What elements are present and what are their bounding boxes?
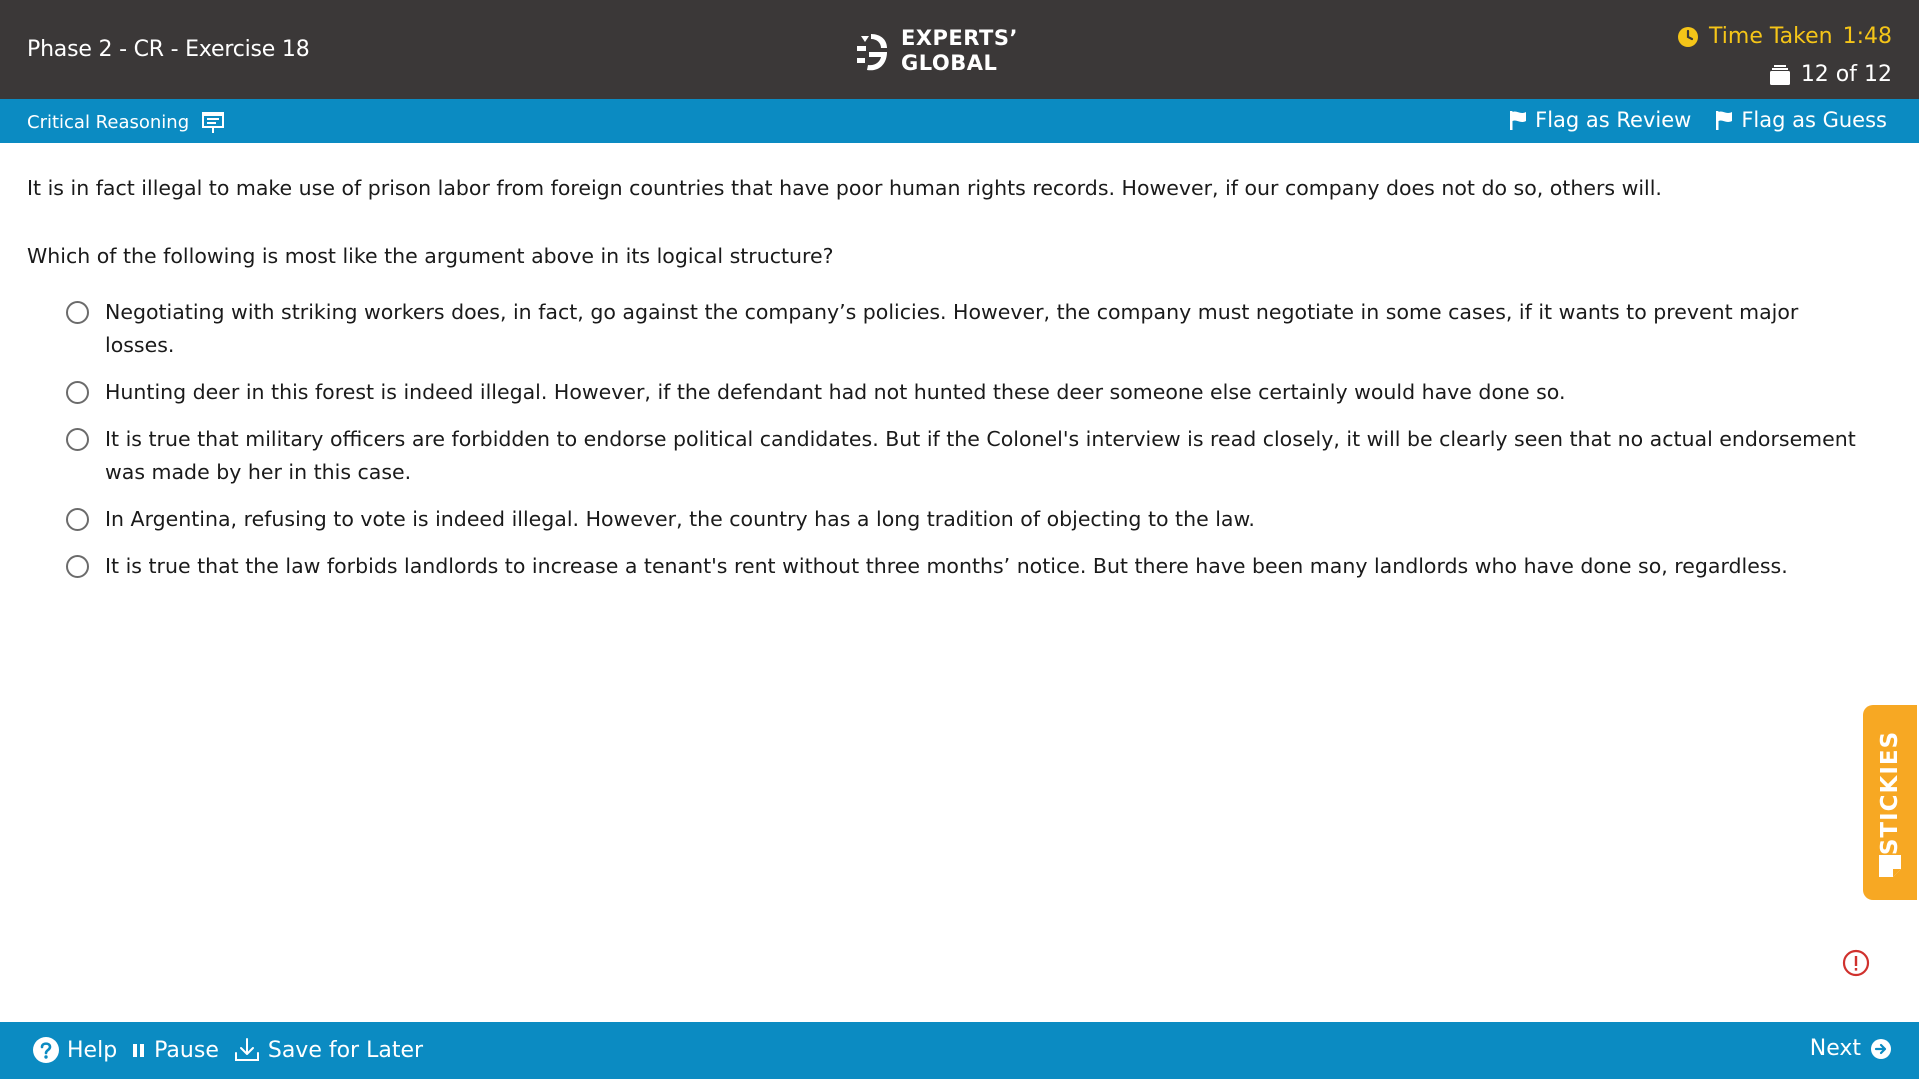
flag-icon <box>1715 110 1733 130</box>
time-taken <box>1677 24 1892 49</box>
question-stem: Which of the following is most like the argument above in its logical structure? <box>27 244 834 268</box>
stack-icon <box>1769 64 1791 86</box>
help-icon <box>32 1036 60 1064</box>
help-button[interactable] <box>32 1036 117 1064</box>
flag-as-guess-label: Flag as Guess <box>1741 108 1887 132</box>
exercise-title: Phase 2 - CR - Exercise 18 <box>27 37 310 62</box>
question-counter <box>1769 62 1892 87</box>
download-icon <box>233 1036 261 1064</box>
experts-global-logo <box>855 26 1018 76</box>
flag-as-review-label: Flag as Review <box>1535 108 1692 132</box>
clock-icon <box>1677 26 1699 48</box>
answer-option-d[interactable] <box>66 503 1866 536</box>
answer-option-text: It is true that the law forbids landlords to increase a tenant's rent without three months’ notice. But there have been many landlords who have done so, regardless. <box>105 554 1788 578</box>
sticky-note-icon <box>1876 852 1904 880</box>
answer-option-text: In Argentina, refusing to vote is indeed illegal. However, the country has a long tradition of objecting to the law. <box>105 507 1255 531</box>
answer-option-text: Negotiating with striking workers does, in fact, go against the company’s policies. However, the company must negotiate in some cases, if it wants to prevent major losses. <box>105 300 1799 357</box>
section-name-label: Critical Reasoning <box>27 111 190 133</box>
answer-option-c[interactable] <box>66 423 1866 489</box>
logo-line-1: EXPERTS’ <box>901 26 1018 50</box>
help-label: Help <box>67 1037 118 1063</box>
logo-mark-icon <box>855 28 891 74</box>
answer-option-text: Hunting deer in this forest is indeed illegal. However, if the defendant had not hunted these deer someone else certainly would have done so. <box>105 380 1566 404</box>
answer-option-text: It is true that military officers are forbidden to endorse political candidates. But if the Colonel's interview is read closely, it will be clearly seen that no actual endorsement was made by her in this case. <box>105 427 1856 484</box>
question-counter-text: 12 of 12 <box>1800 62 1892 87</box>
presentation-board-icon <box>201 110 225 134</box>
next-label: Next <box>1809 1036 1861 1061</box>
flag-icon <box>1509 110 1527 130</box>
answer-option-a[interactable] <box>66 296 1866 362</box>
bottom-toolbar <box>0 1022 1919 1079</box>
top-header <box>0 0 1919 99</box>
time-label: Time Taken <box>1709 24 1833 49</box>
logo-line-2: GLOBAL <box>901 51 998 75</box>
pause-label: Pause <box>154 1037 219 1063</box>
stickies-label: STICKIES <box>1877 730 1903 856</box>
answer-option-b[interactable] <box>66 376 1866 409</box>
stickies-tab[interactable] <box>1863 705 1917 900</box>
radio-button[interactable] <box>66 428 89 451</box>
flag-as-guess-button[interactable] <box>1715 108 1887 132</box>
exclamation-circle-icon[interactable] <box>1842 949 1870 977</box>
radio-button[interactable] <box>66 381 89 404</box>
section-bar <box>0 99 1919 143</box>
pause-button[interactable] <box>131 1038 219 1063</box>
radio-button[interactable] <box>66 301 89 324</box>
save-for-later-label: Save for Later <box>267 1037 424 1063</box>
save-for-later-button[interactable] <box>233 1036 423 1064</box>
radio-button[interactable] <box>66 555 89 578</box>
stimulus-text: It is in fact illegal to make use of prison labor from foreign countries that have poor human rights records. However, if our company does not do so, others will. <box>27 176 1662 200</box>
pause-icon <box>131 1040 147 1060</box>
answer-option-e[interactable] <box>66 550 1866 583</box>
flag-as-review-button[interactable] <box>1509 108 1691 132</box>
next-button[interactable] <box>1810 1036 1892 1061</box>
section-name <box>27 110 225 134</box>
radio-button[interactable] <box>66 508 89 531</box>
arrow-right-circle-icon <box>1870 1038 1892 1060</box>
answer-options <box>66 296 1866 597</box>
time-value: 1:48 <box>1842 24 1892 49</box>
